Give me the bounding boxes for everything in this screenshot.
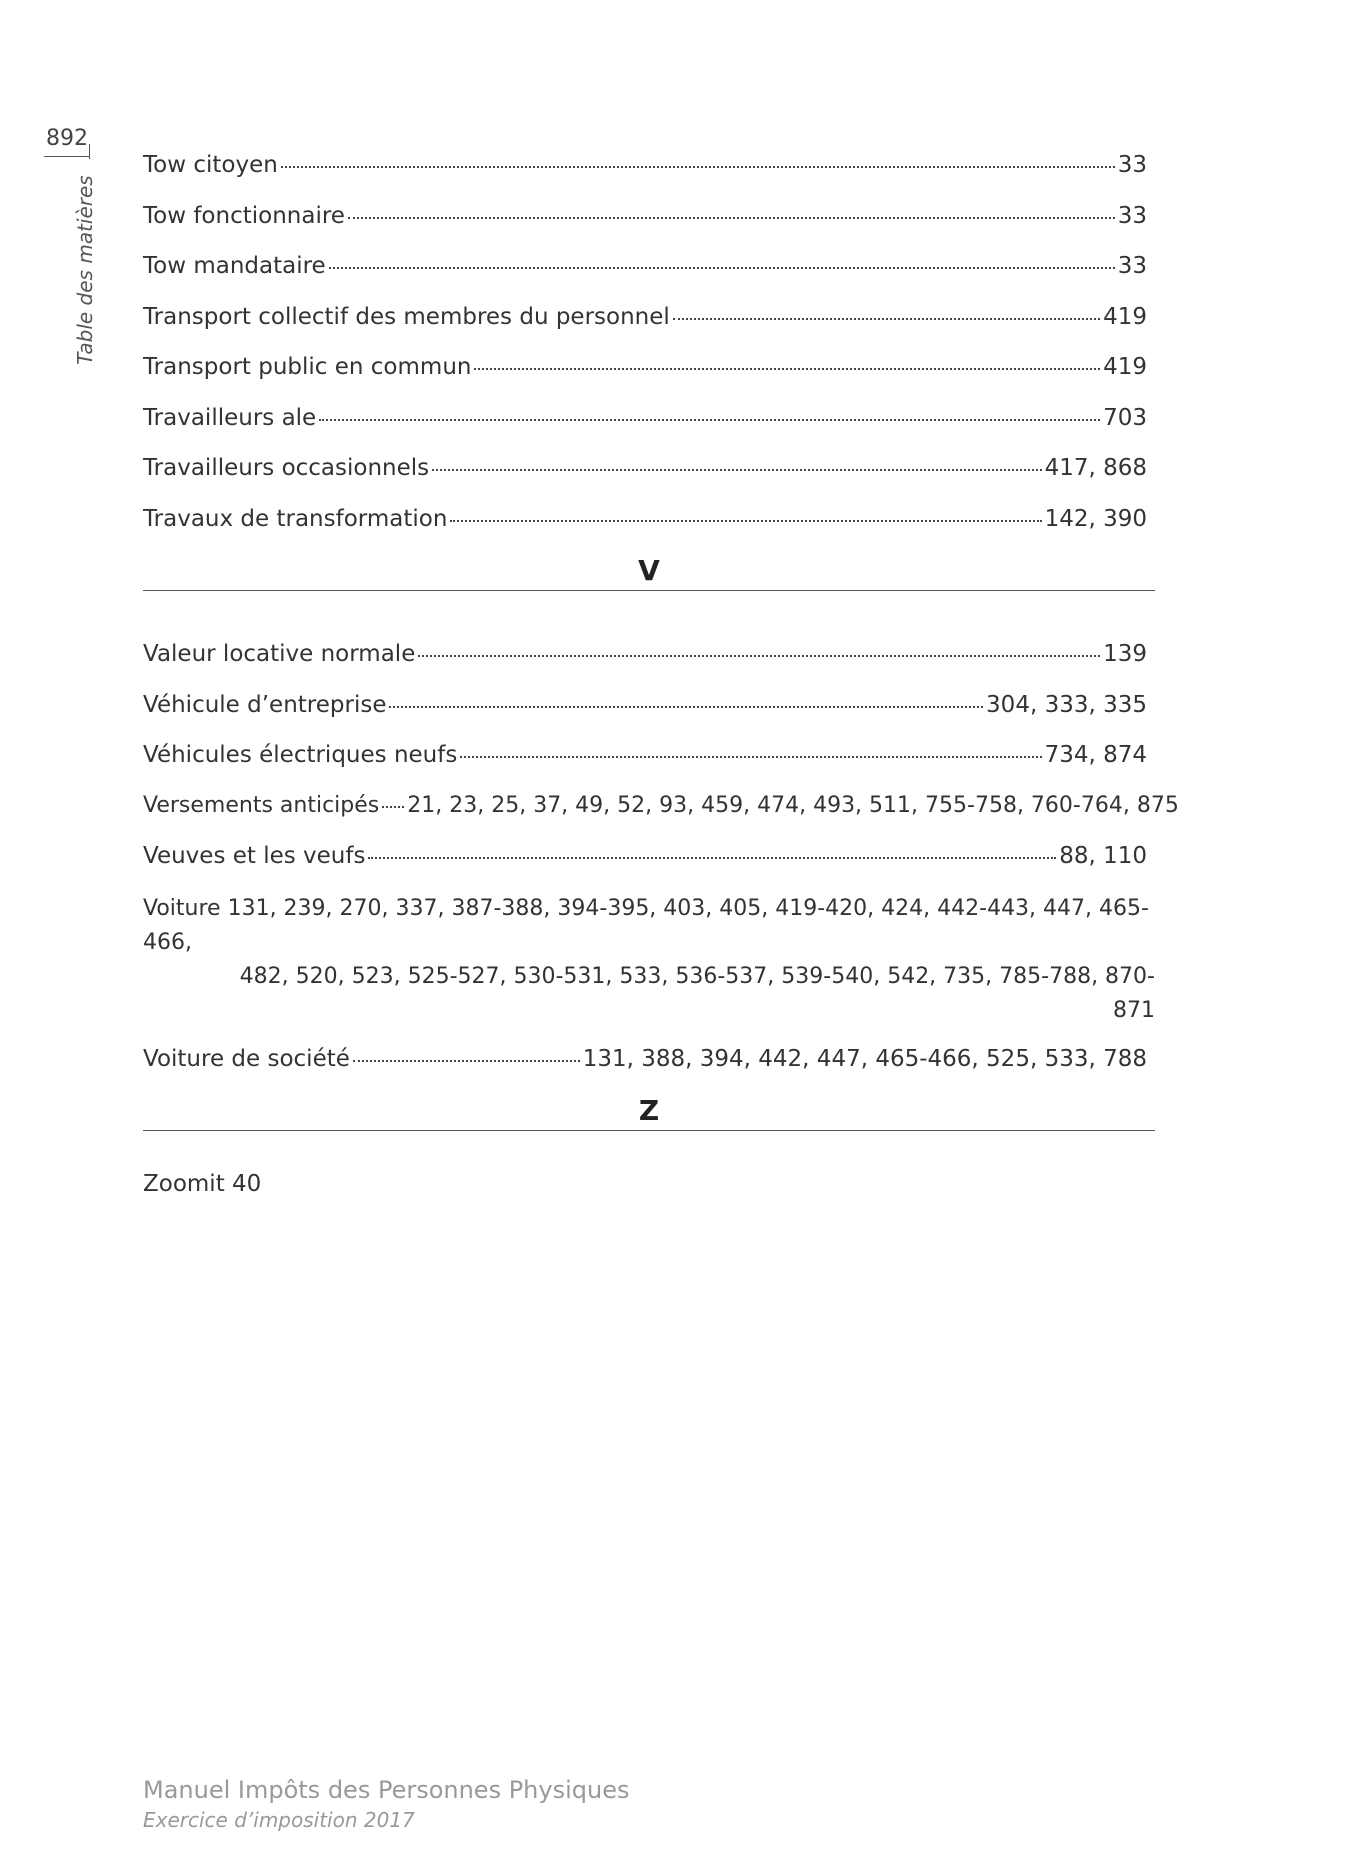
entry-pages: 142, 390: [1044, 505, 1147, 532]
index-entry: [143, 504, 1155, 534]
index-entry: [143, 791, 1179, 821]
dot-leader: [432, 469, 1041, 471]
dot-leader: [673, 318, 1100, 320]
index-entry: [143, 302, 1155, 332]
index-entry: [143, 150, 1155, 180]
index-entry: [143, 841, 1155, 871]
footer-subtitle: Exercice d’imposition 2017: [143, 1808, 415, 1832]
page-number: 892: [46, 126, 88, 151]
dot-leader: [382, 806, 404, 808]
entry-term: Véhicule d’entreprise: [143, 691, 387, 718]
entry-pages: 88, 110: [1059, 843, 1147, 869]
entry-term: Véhicules électriques neufs: [143, 742, 458, 768]
dot-leader: [460, 756, 1041, 758]
entry-term: Voiture de société: [143, 1045, 350, 1072]
voiture-entry: [143, 892, 1155, 1028]
entry-pages: 33: [1117, 253, 1147, 279]
entry-pages: 131, 388, 394, 442, 447, 465-466, 525, 533, 788: [582, 1045, 1147, 1072]
index-entry: [143, 352, 1155, 382]
section-header-z: Z: [143, 1094, 1155, 1131]
voiture-line-1: Voiture 131, 239, 270, 337, 387-388, 394-395, 403, 405, 419-420, 424, 442-443, 447, 465-466,: [143, 895, 1149, 955]
dot-leader: [348, 217, 1115, 219]
index-entry: [143, 201, 1155, 231]
index-entry-voiture-societe: [143, 1044, 1155, 1074]
entry-pages: 139: [1103, 641, 1147, 667]
entry-term: Transport collectif des membres du personnel: [143, 303, 670, 330]
entry-term: Tow fonctionnaire: [143, 202, 345, 229]
entry-term: Travailleurs ale: [143, 404, 317, 431]
dot-leader: [319, 419, 1100, 421]
entry-term: Transport public en commun: [143, 354, 472, 380]
entry-pages: 419: [1103, 303, 1147, 330]
entry-term: Veuves et les veufs: [143, 843, 366, 869]
entry-pages: 21, 23, 25, 37, 49, 52, 93, 459, 474, 493, 511, 755-758, 760-764, 875: [407, 792, 1179, 818]
entry-term: Valeur locative normale: [143, 641, 416, 667]
entries-v-list: [143, 639, 1179, 871]
index-entry: [143, 453, 1155, 483]
dot-leader: [281, 166, 1115, 168]
entry-pages: 33: [1117, 202, 1147, 229]
dot-leader: [368, 857, 1056, 859]
entry-term: Tow mandataire: [143, 253, 326, 279]
page-number-rule: [44, 156, 90, 157]
index-entry: [143, 639, 1155, 669]
dot-leader: [329, 267, 1115, 269]
dot-leader: [353, 1060, 580, 1062]
entry-pages: 304, 333, 335: [986, 691, 1147, 718]
dot-leader: [450, 520, 1041, 522]
entry-pages: 734, 874: [1044, 742, 1147, 768]
page-number-vertical-rule: [89, 144, 90, 159]
entry-pages: 417, 868: [1044, 455, 1147, 481]
dot-leader: [474, 368, 1100, 370]
entry-pages: 33: [1117, 152, 1147, 178]
index-entry: [143, 251, 1155, 281]
index-entry: [143, 403, 1155, 433]
index-content: [143, 150, 1179, 1199]
entry-term: Tow citoyen: [143, 152, 278, 178]
entry-pages: 419: [1103, 354, 1147, 380]
index-entry: [143, 690, 1155, 720]
entry-term: Travailleurs occasionnels: [143, 455, 430, 481]
index-entry: [143, 740, 1155, 770]
voiture-line-2: 482, 520, 523, 525-527, 530-531, 533, 536-537, 539-540, 542, 735, 785-788, 870-871: [239, 963, 1155, 1023]
side-label: Table des matières: [73, 175, 97, 365]
entry-pages: 703: [1103, 404, 1147, 431]
dot-leader: [418, 655, 1100, 657]
section-header-v: V: [143, 554, 1155, 591]
footer-title: Manuel Impôts des Personnes Physiques: [143, 1776, 630, 1804]
zoomit-entry: Zoomit 40: [143, 1171, 262, 1197]
entries-t-list: [143, 150, 1155, 534]
entry-term: Versements anticipés: [143, 792, 380, 818]
dot-leader: [389, 706, 983, 708]
entry-term: Travaux de transformation: [143, 505, 448, 532]
